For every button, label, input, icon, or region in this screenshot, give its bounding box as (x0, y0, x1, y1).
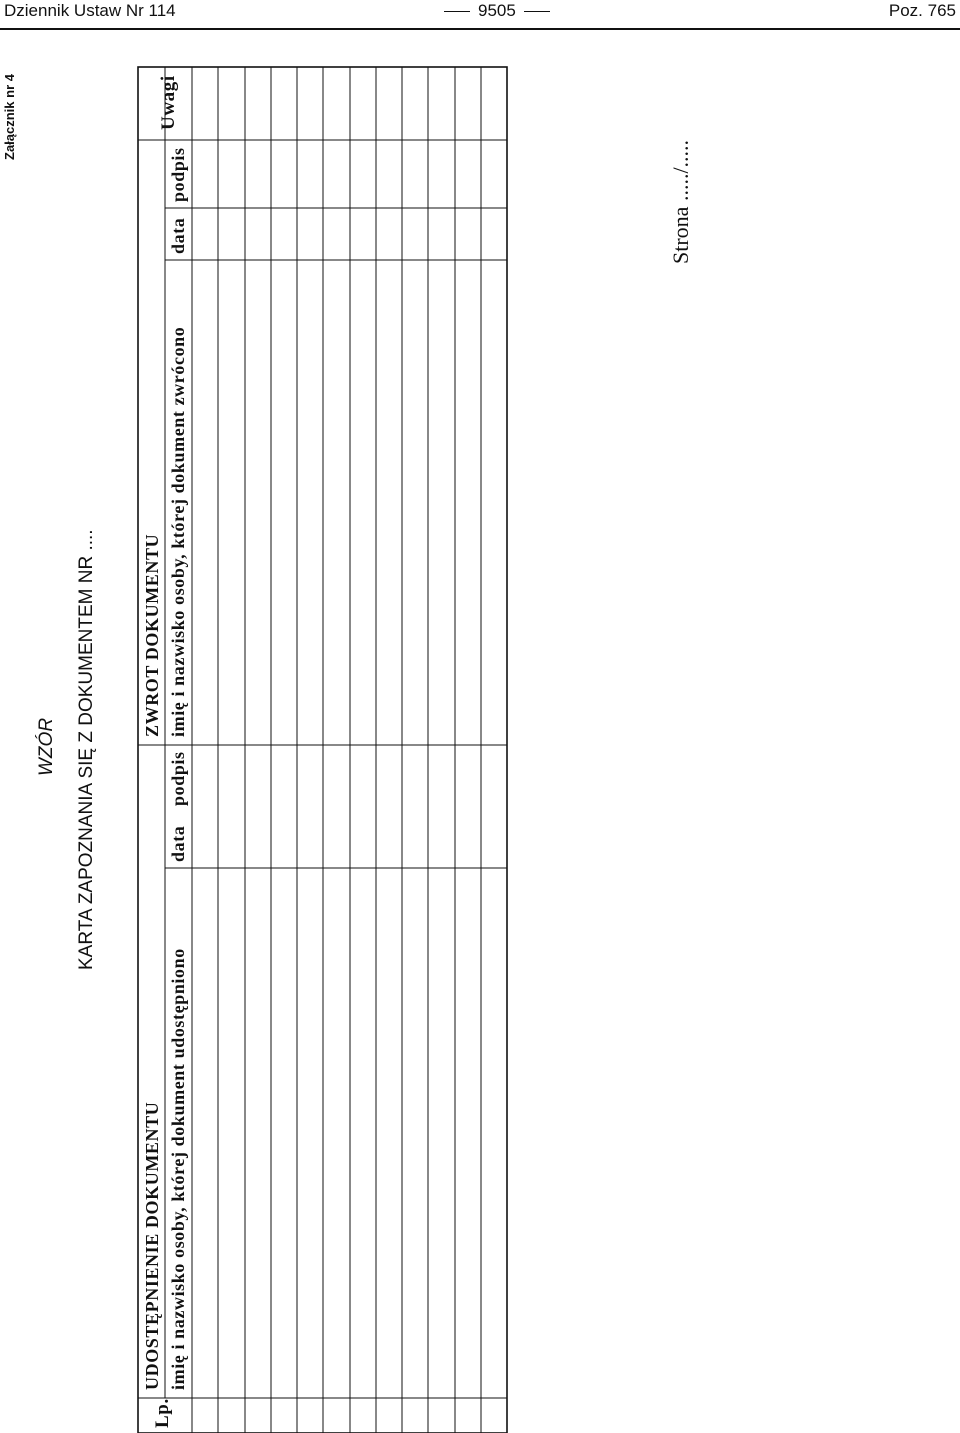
journal-name: Dziennik Ustaw Nr 114 (4, 1, 176, 20)
col-return-name: imię i nazwisko osoby, której dokument zwrócono (168, 326, 188, 737)
page-counter: Strona ...../..... (668, 139, 693, 264)
position-number: Poz. 765 (888, 1, 956, 20)
attachment-label: Załącznik nr 4 (2, 74, 17, 160)
col-sharing-date: data (168, 825, 188, 862)
col-lp: Lp. (152, 1398, 173, 1428)
form-title: KARTA ZAPOZNANIA SIĘ Z DOKUMENTEM NR .... (76, 529, 97, 970)
page-number-value: 9505 (478, 1, 516, 20)
table-rows (218, 67, 481, 1433)
col-return-signature: podpis (168, 147, 188, 202)
col-sharing-signature: podpis (168, 751, 188, 806)
col-sharing-name: imię i nazwisko osoby, której dokument udostępniono (168, 948, 188, 1390)
section-return-title: ZWROT DOKUMENTU (142, 533, 162, 737)
section-sharing-title: UDOSTĘPNIENIE DOKUMENTU (142, 1101, 162, 1390)
pattern-label: WZÓR (36, 717, 57, 776)
col-remarks: Uwagi (158, 75, 179, 130)
col-return-date: data (168, 217, 188, 254)
